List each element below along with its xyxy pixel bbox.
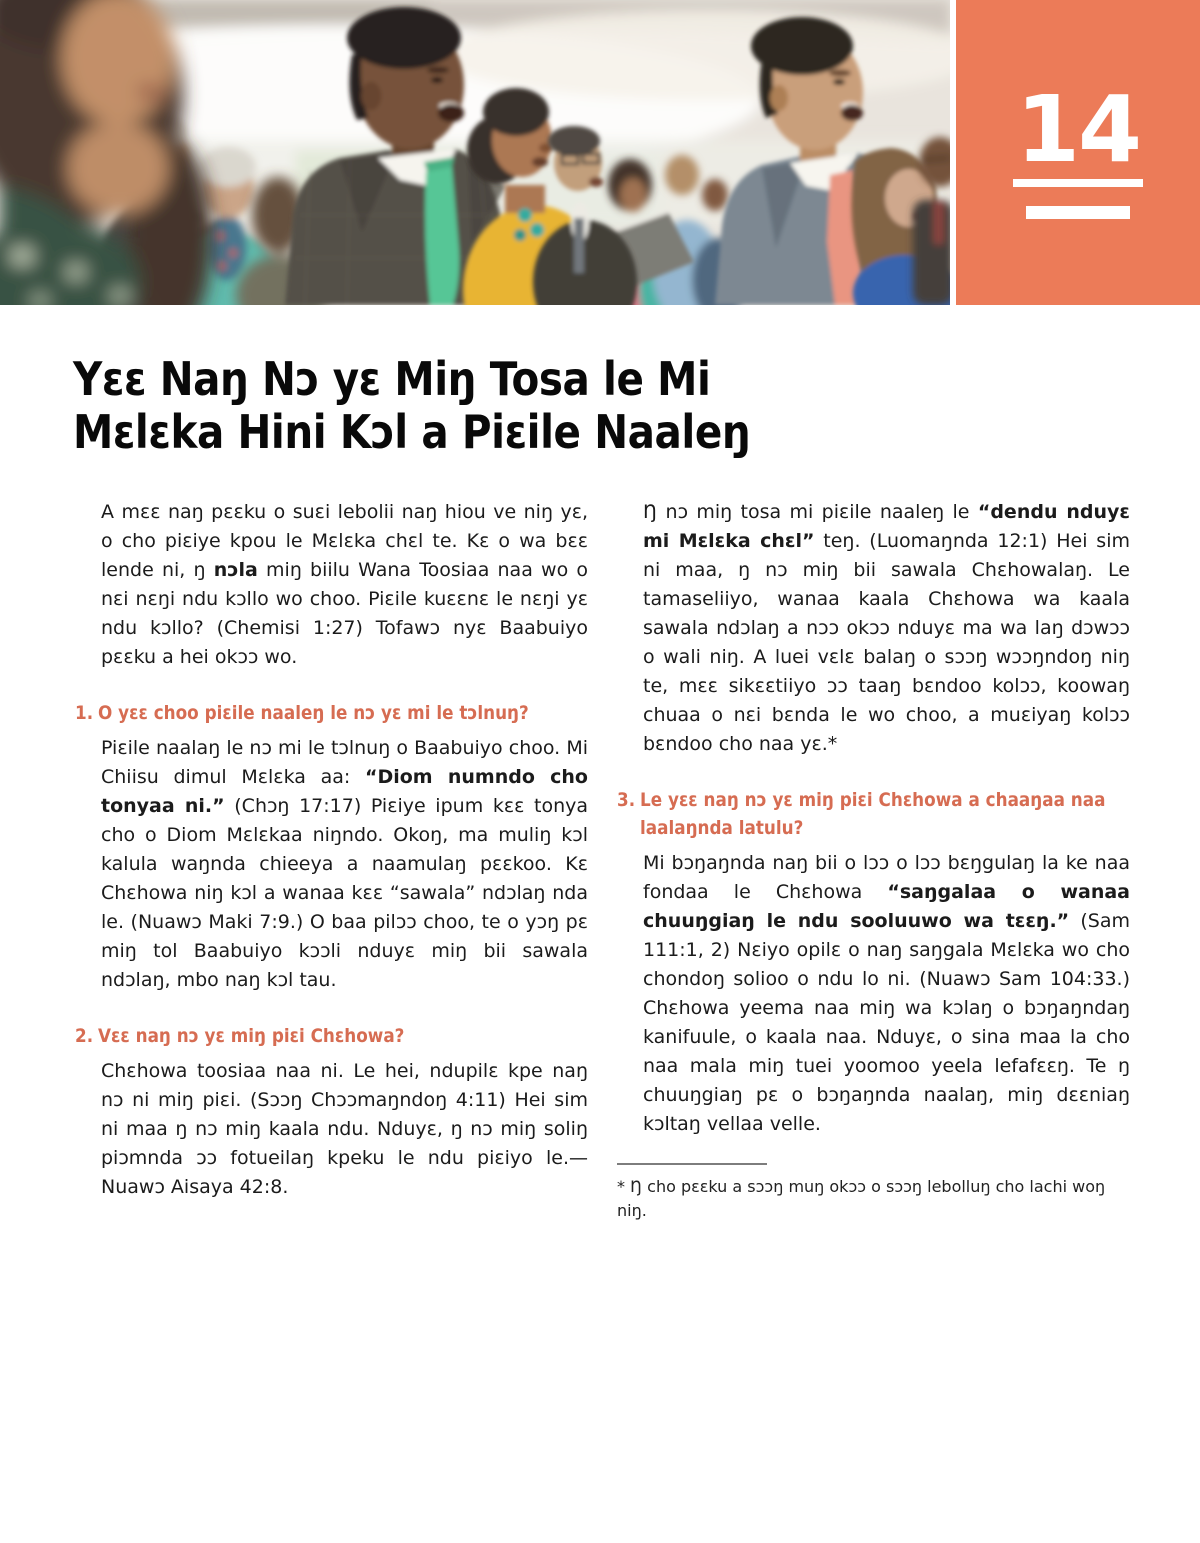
paragraph-text: Mi bɔŋaŋnda naŋ bii o lɔɔ o lɔɔ bɛŋgulaŋ la ke naa fondaa le Chɛhowa	[643, 852, 1130, 903]
lesson-number-badge	[956, 0, 1200, 305]
question-number: 3.	[617, 789, 636, 811]
paragraph-text: Chɛhowa toosiaa naa ni. Le hei, ndupilɛ kpe naŋ nɔ ni miŋ piɛi. (Sɔɔŋ Chɔɔmaŋndoŋ 4:11) Hei sim ni maa ŋ nɔ miŋ kaala ndu. Nduyɛ, ŋ nɔ miŋ soliŋ piɔmnda ɔɔ fotueilaŋ kpeku le ndu piɛiyo le.—Nuawɔ Aisaya 42:8.	[101, 1060, 588, 1198]
page-title-line1: Yɛɛ Naŋ Nɔ yɛ Miŋ Tosa le Mi	[73, 352, 711, 406]
body-paragraph	[75, 498, 588, 672]
question-heading	[75, 1022, 588, 1050]
paragraph-text: A mɛɛ naŋ pɛɛku o suɛi lebolii naŋ hiou ve niŋ yɛ, o cho piɛiye kpou le Mɛlɛka chɛl te. Kɛ o wa bɛɛ lende ni, ŋ	[101, 501, 588, 581]
paragraph-text: miŋ biilu Wana Toosiaa naa wo o nɛi nɛŋi ndu kɔllo wo choo. Piɛile kuɛɛnɛ le nɛŋi yɛ ndu kɔllo? (Chemisi 1:27) Tofawɔ nyɛ Baabuiyo pɛɛku a hei okɔɔ wo.	[101, 559, 589, 668]
paragraph-text: Piɛile naalaŋ le nɔ mi le tɔlnuŋ o Baabuiyo choo. Mi Chiisu dimul Mɛlɛka aa:	[101, 737, 588, 788]
bold-scripture-quote: “dendu nduyɛ mi Mɛlɛka chɛl”	[643, 501, 1131, 552]
body-paragraph	[75, 734, 588, 995]
lesson-underline-bar	[1026, 206, 1130, 219]
paragraph-text: teŋ. (Luomaŋnda 12:1) Hei sim ni maa, ŋ nɔ miŋ bii sawala Chɛhowalaŋ. Le tamaseliiyo, wanaa kaala Chɛhowa wa kaala sawala ndɔlaŋ a nɔɔ okɔɔ nduyɛ ma wa laŋ dɔwɔɔ o wali niŋ. A luei vɛlɛ balaŋ o sɔɔŋ wɔɔŋndoŋ niŋ te, mɛɛ sikɛɛtiiyo ɔɔ taaŋ bɛndoo kolɔɔ, koowaŋ chuaa o nɛi bɛnda le wo choo, a muɛiyaŋ kolɔɔ bɛndoo cho naa yɛ.*	[643, 530, 1130, 755]
paragraph-text: (Sam 111:1, 2) Nɛiyo opilɛ o naŋ saŋgala Mɛlɛka wo cho chondoŋ solioo o ndu lo ni. (Nuawɔ Sam 104:33.) Chɛhowa yeema naa miŋ wa kɔlaŋ o bɔŋaŋndaŋ kanifuule, o kaala naa. Nduyɛ, o sina maa la cho naa mala miŋ tuei yoomoo yeela lefafɛɛŋ. Te ŋ chuuŋgiaŋ pɛ o bɔŋaŋnda naalaŋ, miŋ dɛɛniaŋ kɔltaŋ vellaa velle.	[643, 910, 1130, 1135]
question-heading	[617, 786, 1130, 842]
bold-scripture-quote: “saŋgalaa o wanaa chuuŋgiaŋ le ndu sooluuwo wa tɛɛŋ.”	[643, 881, 1130, 932]
footnote-text: * Ŋ cho pɛɛku a sɔɔŋ muŋ okɔɔ o sɔɔŋ lebolluŋ cho lachi woŋ niŋ.	[617, 1177, 1106, 1220]
question-number: 2.	[75, 1025, 94, 1047]
bold-scripture-quote: “Diom numndo cho tonyaa ni.”	[101, 766, 588, 817]
body-paragraph	[617, 498, 1130, 759]
body-columns	[75, 498, 1130, 1223]
paragraph-text: (Chɔŋ 17:17) Piɛiye ipum kɛɛ tonya cho o Diom Mɛlɛkaa niŋndo. Okoŋ, ma muliŋ kɔl kalula waŋnda chieeya a naamulaŋ pɛɛkoo. Kɛ Chɛhowa niŋ kɔl a wanaa kɛɛ “sawala” ndɔlaŋ nda le. (Nuawɔ Maki 7:9.) O baa pilɔɔ choo, te o yɔŋ pɛ miŋ tol Baabuiyo kɔɔli nduyɛ miŋ bii sawala ndɔlaŋ, mbo naŋ kɔl tau.	[101, 795, 588, 991]
paragraph-text: Ŋ nɔ miŋ tosa mi piɛile naaleŋ le	[643, 501, 978, 523]
question-number: 1.	[75, 702, 94, 724]
footnote-divider	[617, 1163, 767, 1165]
page-title-line2: Mɛlɛka Hini Kɔl a Piɛile Naaleŋ	[73, 405, 751, 459]
right-column	[617, 498, 1130, 1223]
header	[0, 0, 1200, 305]
question-text: O yɛɛ choo piɛile naaleŋ le nɔ yɛ mi le tɔlnuŋ?	[98, 702, 529, 724]
lesson-number: 14	[1013, 86, 1143, 187]
bold-scripture-quote: nɔla	[213, 559, 258, 581]
congregation-photo	[0, 0, 950, 305]
question-heading	[75, 699, 588, 727]
left-column	[75, 498, 588, 1202]
question-text: Le yɛɛ naŋ nɔ yɛ miŋ piɛi Chɛhowa a chaaŋaa naa laalaŋnda latulu?	[640, 789, 1106, 839]
page-title	[73, 305, 843, 459]
question-text: Vɛɛ naŋ nɔ yɛ miŋ piɛi Chɛhowa?	[98, 1025, 405, 1047]
body-paragraph	[617, 849, 1130, 1139]
body-paragraph	[75, 1057, 588, 1202]
